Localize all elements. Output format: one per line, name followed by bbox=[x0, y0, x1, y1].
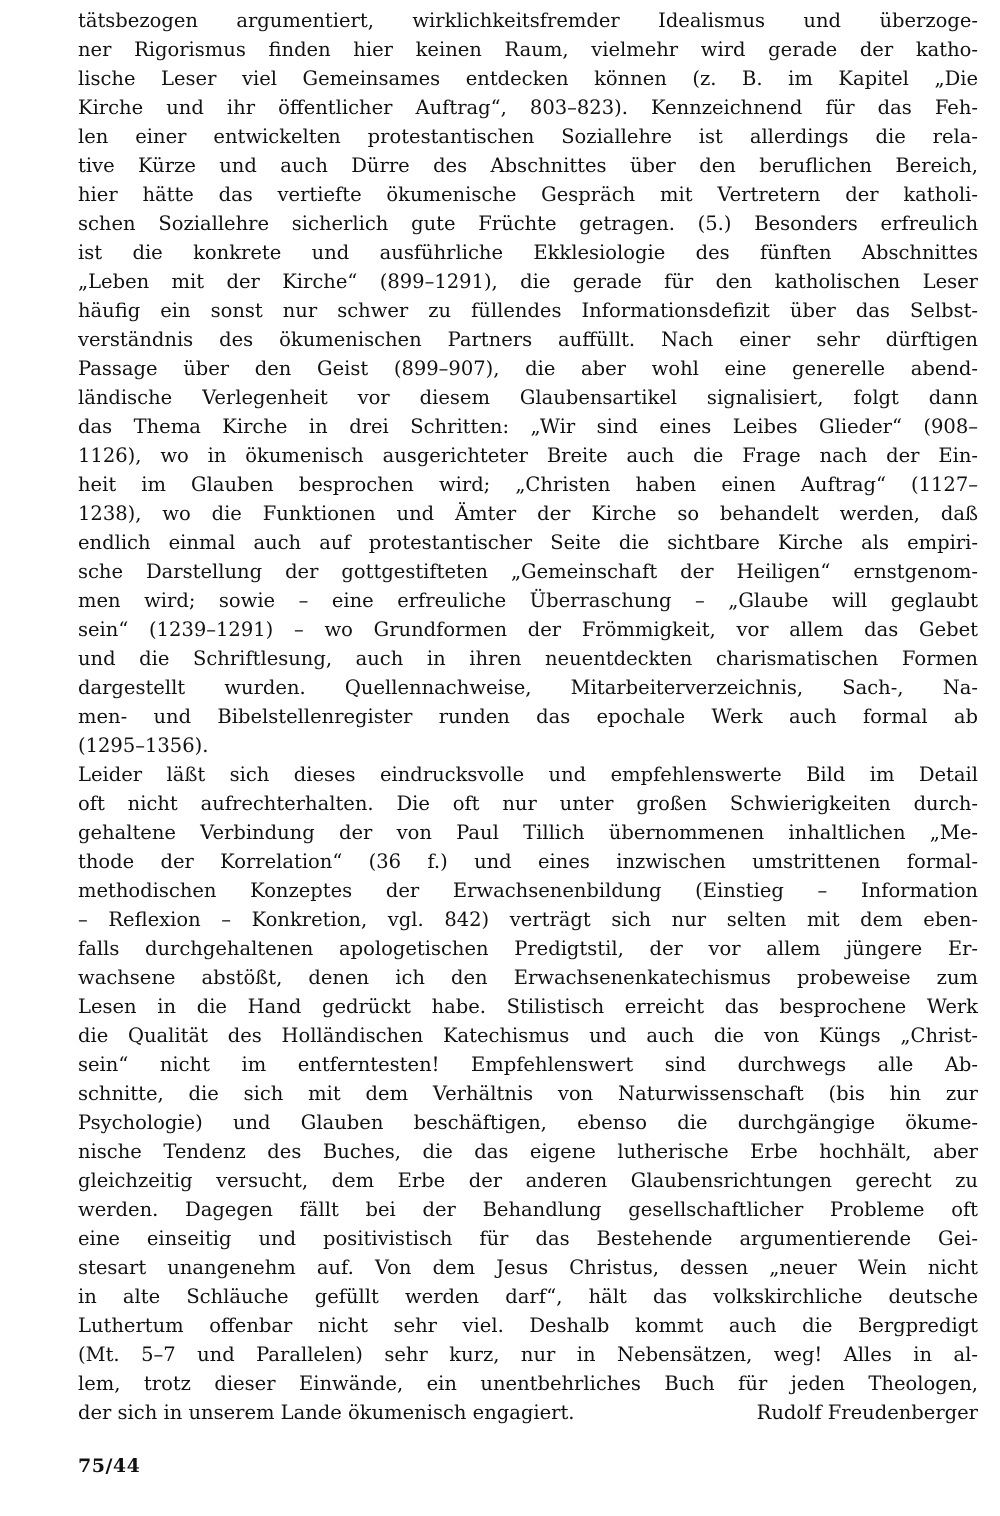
text-line: die Qualität des Holländischen Katechismus und auch die von Küngs „Christ- bbox=[78, 1024, 978, 1047]
text-line: schen Soziallehre sicherlich gute Früchte getragen. (5.) Besonders erfreulich bbox=[78, 212, 978, 235]
text-line: dargestellt wurden. Quellennachweise, Mitarbeiterverzeichnis, Sach-, Na- bbox=[78, 676, 978, 699]
text-line: sein“ (1239–1291) – wo Grundformen der Frömmigkeit, vor allem das Gebet bbox=[78, 618, 978, 641]
text-line: lem, trotz dieser Einwände, ein unentbehrliches Buch für jeden Theologen, bbox=[78, 1372, 978, 1395]
text-line-content: der sich in unserem Lande ökumenisch engagiert. bbox=[78, 1401, 575, 1424]
text-line: verständnis des ökumenischen Partners auffüllt. Nach einer sehr dürftigen bbox=[78, 328, 978, 351]
text-line: gleichzeitig versucht, dem Erbe der anderen Glaubensrichtungen gerecht zu bbox=[78, 1169, 978, 1192]
text-line: und die Schriftlesung, auch in ihren neuentdeckten charismatischen Formen bbox=[78, 647, 978, 670]
text-line: ist die konkrete und ausführliche Ekklesiologie des fünften Abschnittes bbox=[78, 241, 978, 264]
text-line: heit im Glauben besprochen wird; „Christen haben einen Auftrag“ (1127– bbox=[78, 473, 978, 496]
text-line: falls durchgehaltenen apologetischen Predigtstil, der vor allem jüngere Er- bbox=[78, 937, 978, 960]
text-line: 1126), wo in ökumenisch ausgerichteter Breite auch die Frage nach der Ein- bbox=[78, 444, 978, 467]
text-line: Lesen in die Hand gedrückt habe. Stilistisch erreicht das besprochene Werk bbox=[78, 995, 978, 1018]
text-line: häufig ein sonst nur schwer zu füllendes Informationsdefizit über das Selbst- bbox=[78, 299, 978, 322]
text-line: tätsbezogen argumentiert, wirklichkeitsfremder Idealismus und überzoge- bbox=[78, 9, 978, 32]
text-line: – Reflexion – Konkretion, vgl. 842) verträgt sich nur selten mit dem eben- bbox=[78, 908, 978, 931]
text-line: methodischen Konzeptes der Erwachsenenbildung (Einstieg – Information bbox=[78, 879, 978, 902]
text-line: schnitte, die sich mit dem Verhältnis von Naturwissenschaft (bis hin zur bbox=[78, 1082, 978, 1105]
text-line: das Thema Kirche in drei Schritten: „Wir sind eines Leibes Glieder“ (908– bbox=[78, 415, 978, 438]
text-line: wachsene abstößt, denen ich den Erwachsenenkatechismus probeweise zum bbox=[78, 966, 978, 989]
text-line: sche Darstellung der gottgestifteten „Gemeinschaft der Heiligen“ ernstgenom- bbox=[78, 560, 978, 583]
text-line: lische Leser viel Gemeinsames entdecken können (z. B. im Kapitel „Die bbox=[78, 67, 978, 90]
text-line: (1295–1356). bbox=[78, 734, 209, 757]
text-line: Kirche und ihr öffentlicher Auftrag“, 803–823). Kennzeichnend für das Feh- bbox=[78, 96, 978, 119]
text-line: hier hätte das vertiefte ökumenische Gespräch mit Vertretern der katholi- bbox=[78, 183, 978, 206]
text-line: stesart unangenehm auf. Von dem Jesus Christus, dessen „neuer Wein nicht bbox=[78, 1256, 978, 1279]
text-line: thode der Korrelation“ (36 f.) und eines inzwischen umstrittenen formal- bbox=[78, 850, 978, 873]
text-line: „Leben mit der Kirche“ (899–1291), die gerade für den katholischen Leser bbox=[78, 270, 978, 293]
text-line: ländische Verlegenheit vor diesem Glaubensartikel signalisiert, folgt dann bbox=[78, 386, 978, 409]
text-line: endlich einmal auch auf protestantischer Seite die sichtbare Kirche als empiri- bbox=[78, 531, 978, 554]
text-line: Psychologie) und Glauben beschäftigen, ebenso die durchgängige ökume- bbox=[78, 1111, 978, 1134]
text-line: Luthertum offenbar nicht sehr viel. Deshalb kommt auch die Bergpredigt bbox=[78, 1314, 978, 1337]
author-signature: Rudolf Freudenberger bbox=[756, 1401, 978, 1424]
text-line: (Mt. 5–7 und Parallelen) sehr kurz, nur in Nebensätzen, weg! Alles in al- bbox=[78, 1343, 978, 1366]
text-line: 1238), wo die Funktionen und Ämter der Kirche so behandelt werden, daß bbox=[78, 502, 978, 525]
page-number: 75/44 bbox=[78, 1455, 141, 1477]
text-line: men wird; sowie – eine erfreuliche Überraschung – „Glaube will geglaubt bbox=[78, 589, 978, 612]
text-line: in alte Schläuche gefüllt werden darf“, hält das volkskirchliche deutsche bbox=[78, 1285, 978, 1308]
text-line: oft nicht aufrechterhalten. Die oft nur unter großen Schwierigkeiten durch- bbox=[78, 792, 978, 815]
text-line: Leider läßt sich dieses eindrucksvolle und empfehlenswerte Bild im Detail bbox=[78, 763, 978, 786]
text-line: tive Kürze und auch Dürre des Abschnittes über den beruflichen Bereich, bbox=[78, 154, 978, 177]
text-line: men- und Bibelstellenregister runden das epochale Werk auch formal ab bbox=[78, 705, 978, 728]
text-line: Passage über den Geist (899–907), die aber wohl eine generelle abend- bbox=[78, 357, 978, 380]
text-line bbox=[78, 1398, 978, 1427]
text-line: len einer entwickelten protestantischen Soziallehre ist allerdings die rela- bbox=[78, 125, 978, 148]
text-line: eine einseitig und positivistisch für das Bestehende argumentierende Gei- bbox=[78, 1227, 978, 1250]
text-line: werden. Dagegen fällt bei der Behandlung gesellschaftlicher Probleme oft bbox=[78, 1198, 978, 1221]
text-line: nische Tendenz des Buches, die das eigene lutherische Erbe hochhält, aber bbox=[78, 1140, 978, 1163]
text-line: gehaltene Verbindung der von Paul Tillich übernommenen inhaltlichen „Me- bbox=[78, 821, 978, 844]
text-line: sein“ nicht im entferntesten! Empfehlenswert sind durchwegs alle Ab- bbox=[78, 1053, 978, 1076]
text-line: ner Rigorismus finden hier keinen Raum, vielmehr wird gerade der katho- bbox=[78, 38, 978, 61]
body-text bbox=[78, 6, 978, 1427]
